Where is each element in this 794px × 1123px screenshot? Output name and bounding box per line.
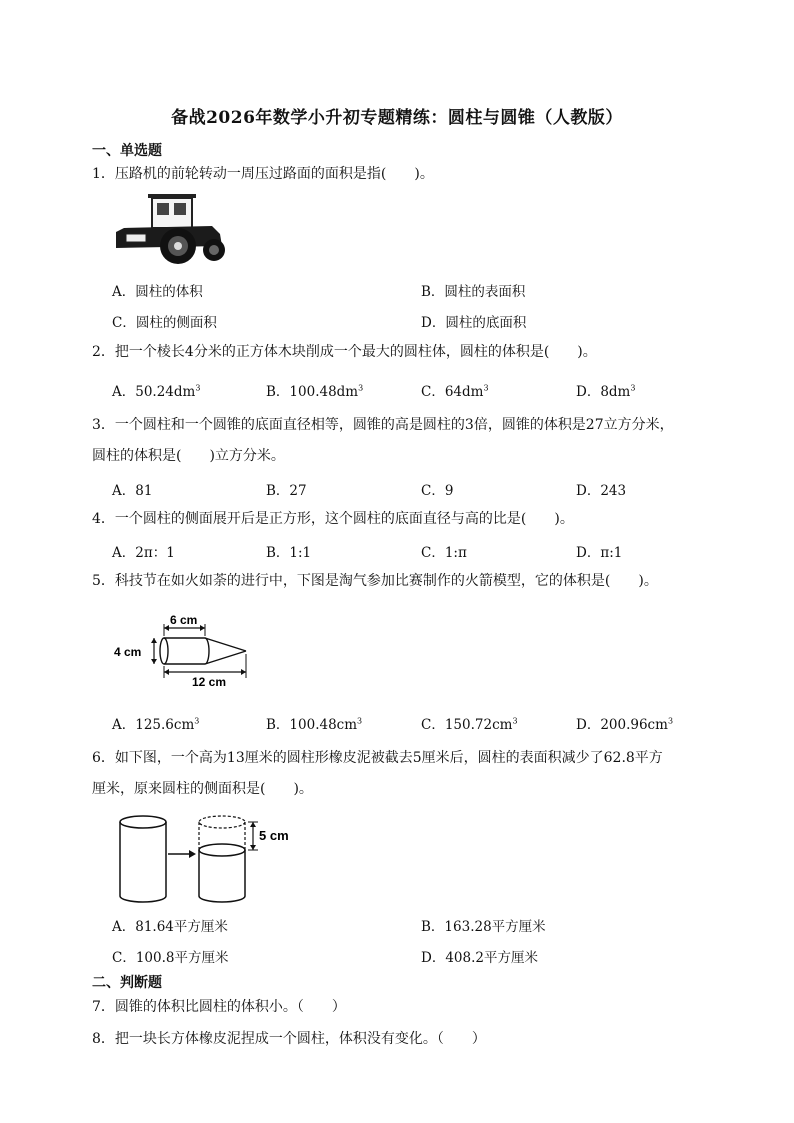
question-6-text-line2: 厘米，原来圆柱的侧面积是( )。 <box>92 781 313 797</box>
q4-option-b: B．1:1 <box>266 545 312 561</box>
q2-option-d: D．$8dm^3$ <box>576 383 636 400</box>
question-6-text-line1: 6．如下图，一个高为13厘米的圆柱形橡皮泥被截去5厘米后，圆柱的表面积减少了62.8平方 <box>92 750 663 766</box>
q3-option-b: B．27 <box>266 483 307 499</box>
q2-option-c: C．$64dm^3$ <box>421 383 489 400</box>
road-roller-illustration <box>112 190 230 268</box>
q6-option-b: B．163.28平方厘米 <box>421 919 546 935</box>
q5-option-b: B．$100.48cm^3$ <box>266 716 363 733</box>
q1-option-a: A．圆柱的体积 <box>112 284 203 300</box>
q5-option-d: D．$200.96cm^3$ <box>576 716 674 733</box>
q6-option-a: A．81.64平方厘米 <box>112 919 228 935</box>
q1-option-c: C．圆柱的侧面积 <box>112 315 217 331</box>
question-2-text: 2．把一个棱长4分米的正方体木块削成一个最大的圆柱体，圆柱的体积是( )。 <box>92 344 597 360</box>
question-8-text: 8．把一块长方体橡皮泥捏成一个圆柱，体积没有变化。（ ） <box>92 1031 486 1047</box>
dim-label-4cm: 4 cm <box>114 645 142 659</box>
section-judgement: 二、判断题 <box>92 975 162 991</box>
q1-option-d: D．圆柱的底面积 <box>421 315 527 331</box>
question-3-text-line2: 圆柱的体积是( )立方分米。 <box>92 448 285 464</box>
q6-option-c: C．100.8平方厘米 <box>112 950 229 966</box>
q2-option-b: B．$100.48dm^3$ <box>266 383 364 400</box>
q3-option-a: A．81 <box>112 483 153 499</box>
rocket-model-diagram <box>112 606 257 688</box>
q3-option-c: C．9 <box>421 483 454 499</box>
q3-option-d: D．243 <box>576 483 627 499</box>
dim-label-6cm: 6 cm <box>170 613 198 627</box>
q4-option-a: A．2π：1 <box>112 545 175 561</box>
page-title: 备战2026年数学小升初专题精练：圆柱与圆锥（人教版） <box>171 108 623 128</box>
q5-option-a: A．$125.6cm^3$ <box>112 716 200 733</box>
q1-option-b: B．圆柱的表面积 <box>421 284 526 300</box>
q5-option-c: C．$150.72cm^3$ <box>421 716 518 733</box>
dim-label-5cm: 5 cm <box>259 828 289 843</box>
question-1-text: 1．压路机的前轮转动一周压过路面的面积是指( )。 <box>92 166 434 182</box>
q2-option-a: A．$50.24dm^3$ <box>112 383 201 400</box>
question-4-text: 4．一个圆柱的侧面展开后是正方形，这个圆柱的底面直径与高的比是( )。 <box>92 511 574 527</box>
question-3-text-line1: 3．一个圆柱和一个圆锥的底面直径相等，圆锥的高是圆柱的3倍，圆锥的体积是27立方分米， <box>92 417 674 433</box>
q6-option-d: D．408.2平方厘米 <box>421 950 538 966</box>
q4-option-c: C．1:π <box>421 545 467 561</box>
cylinder-cut-diagram <box>112 812 302 904</box>
question-7-text: 7．圆锥的体积比圆柱的体积小。（ ） <box>92 999 346 1015</box>
question-5-text: 5．科技节在如火如荼的进行中，下图是淘气参加比赛制作的火箭模型，它的体积是( )。 <box>92 573 658 589</box>
section-single-choice: 一、单选题 <box>92 143 162 159</box>
q4-option-d: D．π:1 <box>576 545 623 561</box>
dim-label-12cm: 12 cm <box>192 675 227 688</box>
